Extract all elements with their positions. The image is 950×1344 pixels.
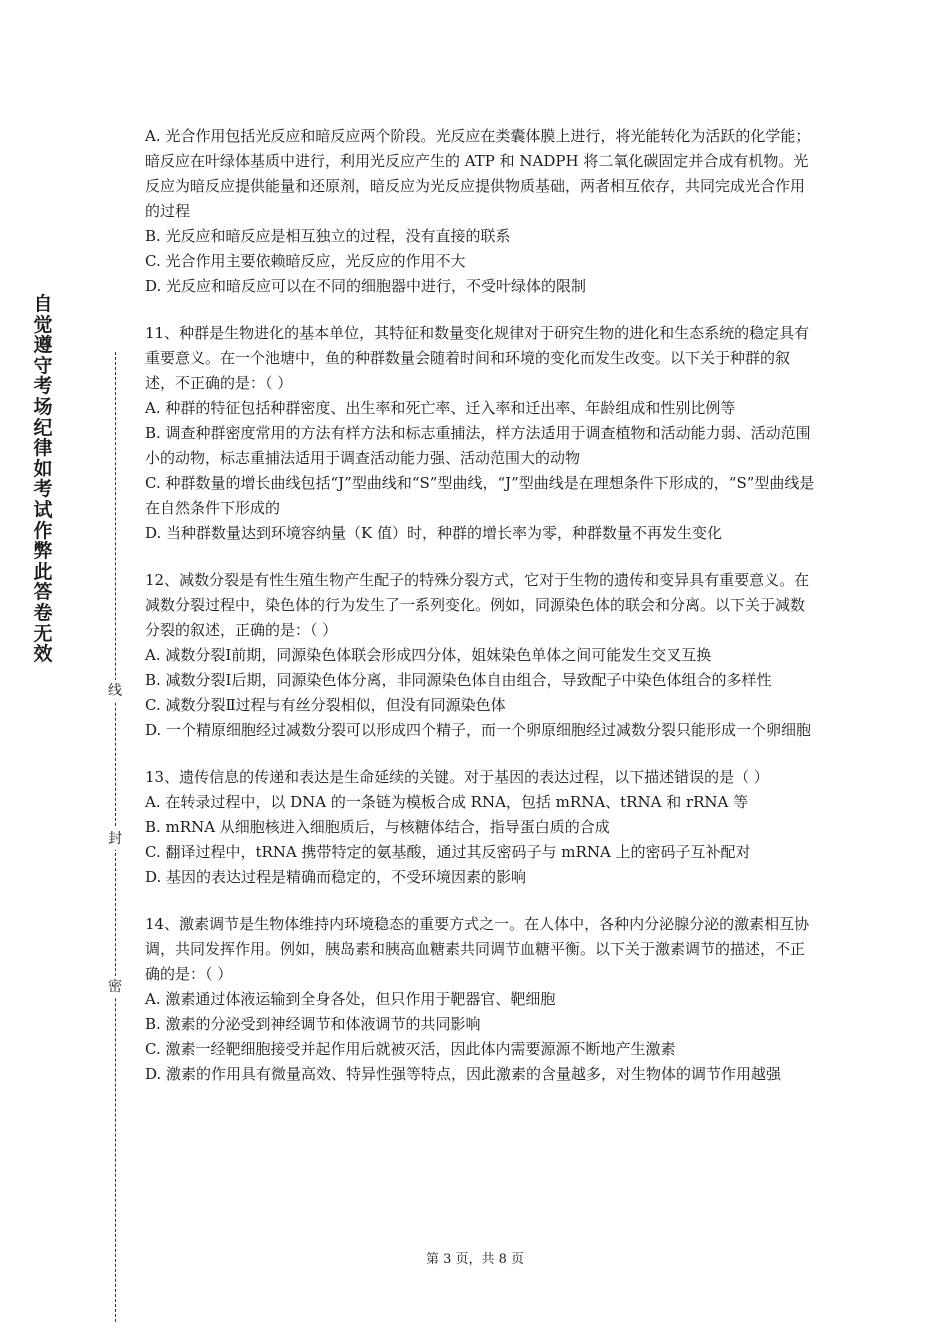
question-12-stem: 12、减数分裂是有性生殖生物产生配子的特殊分裂方式，它对于生物的遗传和变异具有重要意义。在减数分裂过程中，染色体的行为发生了一系列变化。例如，同源染色体的联会和分离。以下关于减数分裂的叙述，正确的是：（ ） [145, 571, 810, 639]
option-13a: A. 在转录过程中，以 DNA 的一条链为模板合成 RNA，包括 mRNA、tRNA 和 rRNA 等 [145, 793, 749, 811]
option-11b: B. 调查种群密度常用的方法有样方法和标志重捕法，样方法适用于调查植物和活动能力弱、活动范围小的动物，标志重捕法适用于调查活动能力强、活动范围大的动物 [145, 424, 811, 467]
page-number-footer: 第 3 页，共 8 页 [425, 1252, 525, 1267]
question-14 [145, 912, 815, 1087]
binding-label-xian: 线 [105, 680, 125, 702]
question-13-stem: 13、遗传信息的传递和表达是生命延续的关键。对于基因的表达过程，以下描述错误的是（ ） [145, 768, 769, 786]
option-13d: D. 基因的表达过程是精确而稳定的，不受环境因素的影响 [145, 868, 527, 886]
binding-label-mi: 密 [105, 976, 125, 998]
option-11c: C. 种群数量的增长曲线包括“J”型曲线和“S”型曲线，“J”型曲线是在理想条件下形成的，“S”型曲线是在自然条件下形成的 [145, 474, 815, 517]
question-13 [145, 765, 815, 890]
option-12b: B. 减数分裂Ⅰ后期，同源染色体分离，非同源染色体自由组合，导致配子中染色体组合的多样性 [145, 671, 772, 689]
binding-label-feng: 封 [105, 828, 125, 850]
question-12 [145, 568, 815, 743]
option-14a: A. 激素通过体液运输到全身各处，但只作用于靶器官、靶细胞 [145, 990, 556, 1008]
option-12c: C. 减数分裂Ⅱ过程与有丝分裂相似，但没有同源染色体 [145, 696, 506, 714]
option-14c: C. 激素一经靶细胞接受并起作用后就被灭活，因此体内需要源源不断地产生激素 [145, 1040, 676, 1058]
option-11a: A. 种群的特征包括种群密度、出生率和死亡率、迁入率和迁出率、年龄组成和性别比例等 [145, 399, 736, 417]
option-14b: B. 激素的分泌受到神经调节和体液调节的共同影响 [145, 1015, 481, 1033]
option-13b: B. mRNA 从细胞核进入细胞质后，与核糖体结合，指导蛋白质的合成 [145, 818, 610, 836]
option-14d: D. 激素的作用具有微量高效、特异性强等特点，因此激素的含量越多，对生物体的调节作用越强 [145, 1065, 782, 1083]
option-10b: B. 光反应和暗反应是相互独立的过程，没有直接的联系 [145, 227, 511, 245]
option-10c: C. 光合作用主要依赖暗反应，光反应的作用不大 [145, 252, 466, 270]
question-11 [145, 321, 815, 546]
question-content [145, 124, 815, 1087]
option-11d: D. 当种群数量达到环境容纳量（K 值）时，种群的增长率为零，种群数量不再发生变化 [145, 524, 723, 542]
option-12d: D. 一个精原细胞经过减数分裂可以形成四个精子，而一个卵原细胞经过减数分裂只能形成一个卵细胞 [145, 721, 812, 739]
option-10d: D. 光反应和暗反应可以在不同的细胞器中进行，不受叶绿体的限制 [145, 277, 587, 295]
exam-discipline-note: 自觉遵守考场纪律如考试作弊此答卷无效 [33, 293, 53, 666]
question-11-stem: 11、种群是生物进化的基本单位，其特征和数量变化规律对于研究生物的进化和生态系统的稳定具有重要意义。在一个池塘中，鱼的种群数量会随着时间和环境的变化而发生改变。以下关于种群的叙述，不正确的是：（ ） [145, 324, 810, 392]
option-12a: A. 减数分裂Ⅰ前期，同源染色体联会形成四分体，姐妹染色单体之间可能发生交叉互换 [145, 646, 712, 664]
question-10-options [145, 124, 815, 299]
question-14-stem: 14、激素调节是生物体维持内环境稳态的重要方式之一。在人体中，各种内分泌腺分泌的激素相互协调，共同发挥作用。例如，胰岛素和胰高血糖素共同调节血糖平衡。以下关于激素调节的描述，不正确的是：（ ） [145, 915, 810, 983]
option-10a: A. 光合作用包括光反应和暗反应两个阶段。光反应在类囊体膜上进行，将光能转化为活跃的化学能；暗反应在叶绿体基质中进行，利用光反应产生的 ATP 和 NADPH 将二氧化碳固定并合成有机物。光反应为暗反应提供能量和还原剂，暗反应为光反应提供物质基础，两者相互依存，共同完成光合作用的过程 [145, 127, 811, 220]
option-13c: C. 翻译过程中，tRNA 携带特定的氨基酸，通过其反密码子与 mRNA 上的密码子互补配对 [145, 843, 751, 861]
